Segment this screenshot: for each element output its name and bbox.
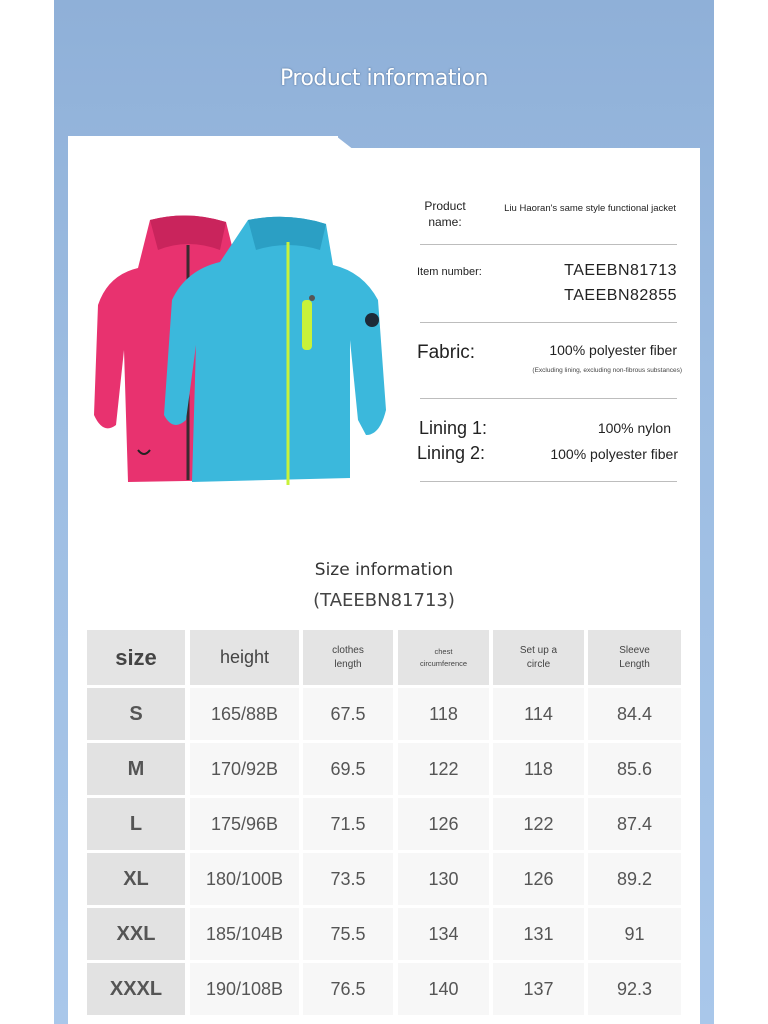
divider bbox=[420, 481, 677, 482]
table-cell: 126 bbox=[398, 798, 489, 850]
table-cell: 89.2 bbox=[588, 853, 681, 905]
chest-circumference-header: chest circumference bbox=[398, 630, 489, 685]
table-cell: 180/100B bbox=[190, 853, 299, 905]
table-cell: 84.4 bbox=[588, 688, 681, 740]
fabric-note: (Excluding lining, excluding non-fibrous substances) bbox=[532, 367, 682, 374]
page-title: Product information bbox=[280, 66, 488, 91]
table-cell: 91 bbox=[588, 908, 681, 960]
fabric-value: 100% polyester fiber bbox=[549, 342, 677, 358]
product-name-label: Product name: bbox=[424, 199, 466, 229]
size-info-subtitle: (TAEEBN81713) bbox=[313, 590, 455, 611]
table-cell: 114 bbox=[493, 688, 584, 740]
table-cell: 67.5 bbox=[303, 688, 393, 740]
table-cell: 185/104B bbox=[190, 908, 299, 960]
table-cell: 122 bbox=[398, 743, 489, 795]
size-label-cell: L bbox=[87, 798, 185, 850]
table-cell: 137 bbox=[493, 963, 584, 1015]
table-cell: 130 bbox=[398, 853, 489, 905]
item-number-value-1: TAEEBN81713 bbox=[564, 262, 677, 279]
table-cell: 87.4 bbox=[588, 798, 681, 850]
table-cell: 76.5 bbox=[303, 963, 393, 1015]
set-up-circle-header: Set up a circle bbox=[493, 630, 584, 685]
size-info-title: Size information bbox=[314, 560, 454, 580]
item-number-label: Item number: bbox=[417, 266, 482, 278]
table-cell: 134 bbox=[398, 908, 489, 960]
divider bbox=[420, 244, 677, 245]
table-cell: 122 bbox=[493, 798, 584, 850]
table-cell: 190/108B bbox=[190, 963, 299, 1015]
table-cell: 73.5 bbox=[303, 853, 393, 905]
lining-1-label: Lining 1: bbox=[419, 418, 488, 438]
table-cell: 118 bbox=[398, 688, 489, 740]
sleeve-length-header: Sleeve Length bbox=[588, 630, 681, 685]
height-header: height bbox=[190, 630, 299, 685]
jackets-illustration bbox=[88, 210, 388, 495]
size-header: size bbox=[87, 630, 185, 685]
divider bbox=[420, 322, 677, 323]
size-label-cell: XXL bbox=[87, 908, 185, 960]
table-cell: 118 bbox=[493, 743, 584, 795]
table-cell: 92.3 bbox=[588, 963, 681, 1015]
table-cell: 71.5 bbox=[303, 798, 393, 850]
table-cell: 131 bbox=[493, 908, 584, 960]
jacket-product-image bbox=[88, 210, 388, 495]
size-label-cell: XL bbox=[87, 853, 185, 905]
table-cell: 140 bbox=[398, 963, 489, 1015]
table-cell: 85.6 bbox=[588, 743, 681, 795]
table-cell: 126 bbox=[493, 853, 584, 905]
table-cell: 69.5 bbox=[303, 743, 393, 795]
fabric-label: Fabric: bbox=[417, 342, 476, 363]
size-label-cell: XXXL bbox=[87, 963, 185, 1015]
clothes-length-header: clothes length bbox=[303, 630, 393, 685]
product-name-value: Liu Haoran's same style functional jacket bbox=[504, 203, 676, 214]
lining-1-value: 100% nylon bbox=[597, 420, 671, 436]
table-cell: 175/96B bbox=[190, 798, 299, 850]
table-cell: 170/92B bbox=[190, 743, 299, 795]
size-label-cell: S bbox=[87, 688, 185, 740]
divider bbox=[420, 398, 677, 399]
lining-2-label: Lining 2: bbox=[417, 443, 486, 463]
lining-2-value: 100% polyester fiber bbox=[550, 446, 678, 462]
table-cell: 75.5 bbox=[303, 908, 393, 960]
size-label-cell: M bbox=[87, 743, 185, 795]
table-cell: 165/88B bbox=[190, 688, 299, 740]
item-number-value-2: TAEEBN82855 bbox=[564, 287, 677, 304]
